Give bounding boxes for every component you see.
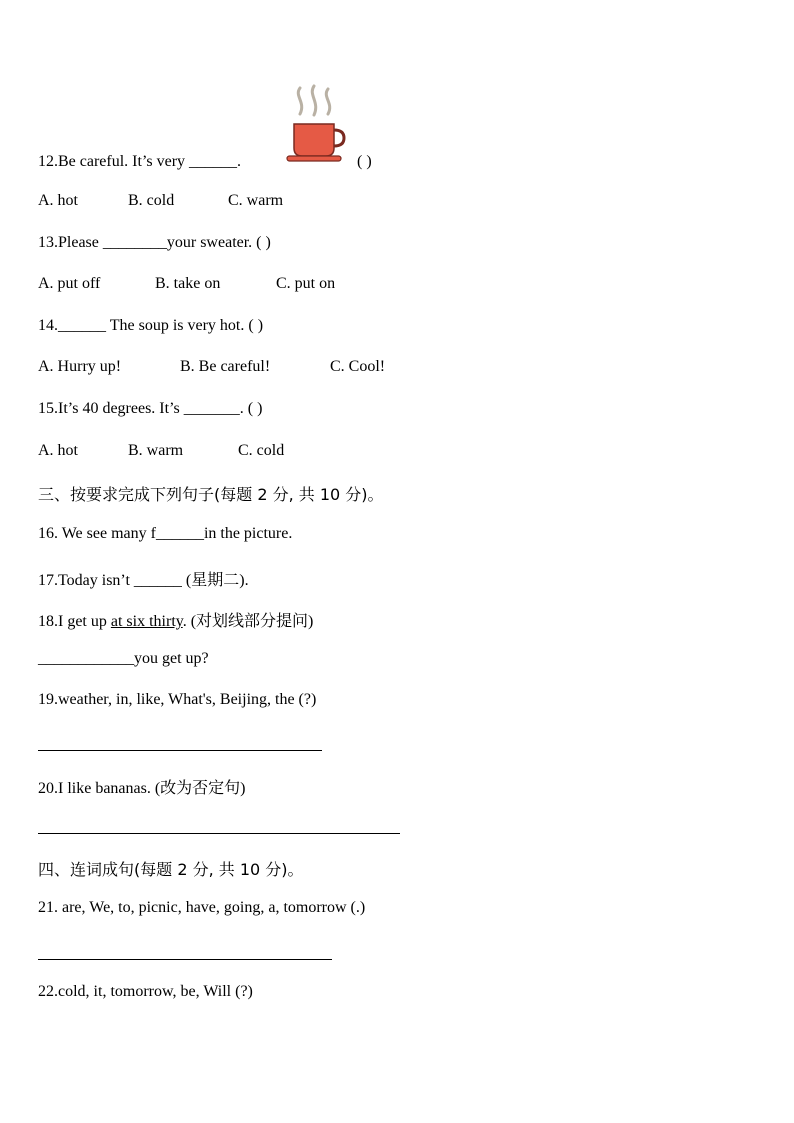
answer-paren-12: ( ) bbox=[357, 153, 372, 170]
question-19: 19.weather, in, like, What's, Beijing, the (?) bbox=[38, 691, 317, 708]
q14-option-b: B. Be careful! bbox=[180, 358, 271, 375]
q14-option-a: A. Hurry up! bbox=[38, 358, 122, 375]
question-16: 16. We see many f______in the picture. bbox=[38, 525, 293, 542]
q12-option-c: C. warm bbox=[228, 192, 284, 209]
question-12 bbox=[38, 153, 241, 171]
question-18-underlined: at six thirty bbox=[110, 613, 183, 630]
q13-option-a: A. put off bbox=[38, 275, 101, 292]
q15-option-c: C. cold bbox=[238, 442, 285, 459]
question-18-after: . (对划线部分提问) bbox=[182, 613, 314, 630]
hot-coffee-cup-icon bbox=[286, 84, 346, 166]
question-20: 20.I like bananas. (改为否定句) bbox=[38, 780, 246, 797]
question-14: 14.______ The soup is very hot. ( ) bbox=[38, 317, 264, 334]
q12-option-a: A. hot bbox=[38, 192, 78, 209]
q15-option-a: A. hot bbox=[38, 442, 78, 459]
answer-line-20 bbox=[38, 833, 400, 834]
question-18-before: 18.I get up bbox=[38, 613, 111, 630]
question-18-answer: ____________you get up? bbox=[38, 650, 209, 667]
question-13: 13.Please ________your sweater. ( ) bbox=[38, 234, 271, 251]
q15-option-b: B. warm bbox=[128, 442, 184, 459]
q13-option-c: C. put on bbox=[276, 275, 336, 292]
question-12-stem: 12.Be careful. It’s very ______. bbox=[38, 153, 242, 170]
q12-option-b: B. cold bbox=[128, 192, 175, 209]
question-22: 22.cold, it, tomorrow, be, Will (?) bbox=[38, 983, 253, 1000]
q14-option-c: C. Cool! bbox=[330, 358, 386, 375]
answer-line-21 bbox=[38, 959, 332, 960]
question-15: 15.It’s 40 degrees. It’s _______. ( ) bbox=[38, 400, 263, 417]
question-18 bbox=[38, 608, 313, 631]
section-3-heading: 三、按要求完成下列句子(每题 2 分, 共 10 分)。 bbox=[38, 485, 384, 504]
q13-option-b: B. take on bbox=[155, 275, 221, 292]
question-17: 17.Today isn’t ______ (星期二). bbox=[38, 572, 249, 589]
answer-line-19 bbox=[38, 750, 322, 751]
section-4-heading: 四、连词成句(每题 2 分, 共 10 分)。 bbox=[38, 860, 304, 879]
question-21: 21. are, We, to, picnic, have, going, a, tomorrow (.) bbox=[38, 899, 366, 916]
